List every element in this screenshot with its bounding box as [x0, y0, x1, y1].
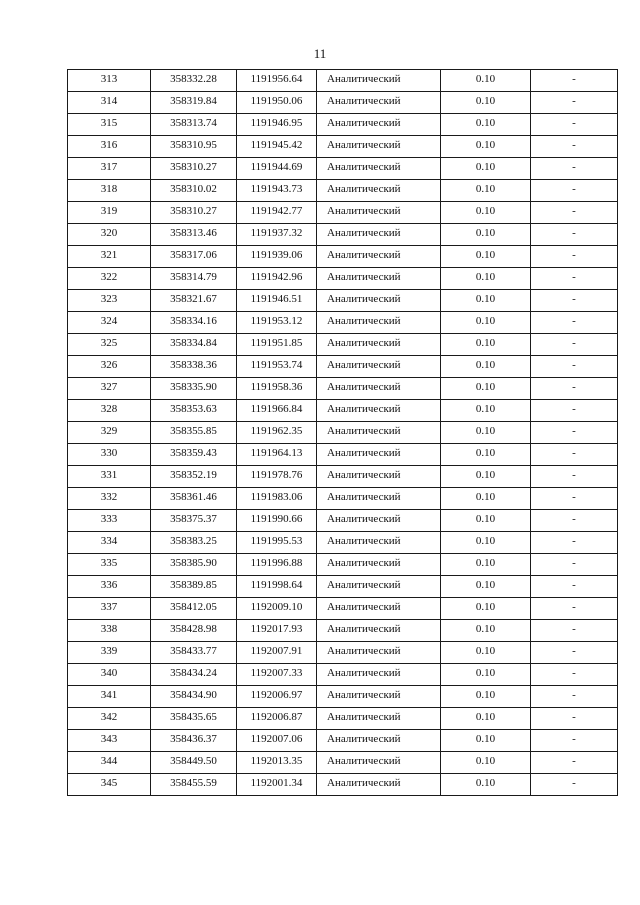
- method-cell: Аналитический: [317, 356, 441, 378]
- note-cell: -: [531, 752, 618, 774]
- x-coordinate-cell: 358455.59: [151, 774, 237, 796]
- table-row: [68, 312, 618, 334]
- accuracy-cell: 0.10: [441, 400, 531, 422]
- y-coordinate-cell: 1192007.91: [237, 642, 317, 664]
- y-coordinate-cell: 1191966.84: [237, 400, 317, 422]
- point-number-cell: 325: [68, 334, 151, 356]
- note-cell: -: [531, 444, 618, 466]
- note-cell: -: [531, 510, 618, 532]
- note-cell: -: [531, 290, 618, 312]
- accuracy-cell: 0.10: [441, 290, 531, 312]
- y-coordinate-cell: 1191998.64: [237, 576, 317, 598]
- note-cell: -: [531, 532, 618, 554]
- note-cell: -: [531, 730, 618, 752]
- x-coordinate-cell: 358335.90: [151, 378, 237, 400]
- accuracy-cell: 0.10: [441, 642, 531, 664]
- table-row: [68, 400, 618, 422]
- table-row: [68, 752, 618, 774]
- method-cell: Аналитический: [317, 422, 441, 444]
- x-coordinate-cell: 358359.43: [151, 444, 237, 466]
- table-row: [68, 136, 618, 158]
- note-cell: -: [531, 224, 618, 246]
- accuracy-cell: 0.10: [441, 554, 531, 576]
- point-number-cell: 327: [68, 378, 151, 400]
- note-cell: -: [531, 246, 618, 268]
- note-cell: -: [531, 136, 618, 158]
- point-number-cell: 338: [68, 620, 151, 642]
- accuracy-cell: 0.10: [441, 378, 531, 400]
- point-number-cell: 328: [68, 400, 151, 422]
- y-coordinate-cell: 1191962.35: [237, 422, 317, 444]
- method-cell: Аналитический: [317, 312, 441, 334]
- point-number-cell: 324: [68, 312, 151, 334]
- table-row: [68, 378, 618, 400]
- table-row: [68, 642, 618, 664]
- y-coordinate-cell: 1191956.64: [237, 70, 317, 92]
- method-cell: Аналитический: [317, 180, 441, 202]
- note-cell: -: [531, 708, 618, 730]
- accuracy-cell: 0.10: [441, 202, 531, 224]
- accuracy-cell: 0.10: [441, 598, 531, 620]
- note-cell: -: [531, 620, 618, 642]
- table-row: [68, 730, 618, 752]
- x-coordinate-cell: 358310.02: [151, 180, 237, 202]
- method-cell: Аналитический: [317, 554, 441, 576]
- y-coordinate-cell: 1191937.32: [237, 224, 317, 246]
- method-cell: Аналитический: [317, 70, 441, 92]
- x-coordinate-cell: 358449.50: [151, 752, 237, 774]
- method-cell: Аналитический: [317, 92, 441, 114]
- point-number-cell: 335: [68, 554, 151, 576]
- point-number-cell: 317: [68, 158, 151, 180]
- x-coordinate-cell: 358433.77: [151, 642, 237, 664]
- method-cell: Аналитический: [317, 576, 441, 598]
- table-row: [68, 686, 618, 708]
- table-row: [68, 708, 618, 730]
- table-row: [68, 202, 618, 224]
- accuracy-cell: 0.10: [441, 532, 531, 554]
- method-cell: Аналитический: [317, 532, 441, 554]
- accuracy-cell: 0.10: [441, 312, 531, 334]
- x-coordinate-cell: 358321.67: [151, 290, 237, 312]
- x-coordinate-cell: 358412.05: [151, 598, 237, 620]
- note-cell: -: [531, 466, 618, 488]
- point-number-cell: 337: [68, 598, 151, 620]
- accuracy-cell: 0.10: [441, 664, 531, 686]
- accuracy-cell: 0.10: [441, 136, 531, 158]
- point-number-cell: 334: [68, 532, 151, 554]
- accuracy-cell: 0.10: [441, 180, 531, 202]
- y-coordinate-cell: 1191983.06: [237, 488, 317, 510]
- y-coordinate-cell: 1191951.85: [237, 334, 317, 356]
- method-cell: Аналитический: [317, 598, 441, 620]
- table-row: [68, 92, 618, 114]
- method-cell: Аналитический: [317, 686, 441, 708]
- table-row: [68, 334, 618, 356]
- accuracy-cell: 0.10: [441, 422, 531, 444]
- x-coordinate-cell: 358434.24: [151, 664, 237, 686]
- point-number-cell: 323: [68, 290, 151, 312]
- point-number-cell: 336: [68, 576, 151, 598]
- point-number-cell: 320: [68, 224, 151, 246]
- accuracy-cell: 0.10: [441, 268, 531, 290]
- note-cell: -: [531, 202, 618, 224]
- method-cell: Аналитический: [317, 620, 441, 642]
- x-coordinate-cell: 358310.27: [151, 158, 237, 180]
- method-cell: Аналитический: [317, 752, 441, 774]
- y-coordinate-cell: 1192017.93: [237, 620, 317, 642]
- note-cell: -: [531, 70, 618, 92]
- x-coordinate-cell: 358332.28: [151, 70, 237, 92]
- method-cell: Аналитический: [317, 158, 441, 180]
- point-number-cell: 345: [68, 774, 151, 796]
- accuracy-cell: 0.10: [441, 224, 531, 246]
- x-coordinate-cell: 358334.16: [151, 312, 237, 334]
- method-cell: Аналитический: [317, 708, 441, 730]
- accuracy-cell: 0.10: [441, 246, 531, 268]
- y-coordinate-cell: 1191996.88: [237, 554, 317, 576]
- table-row: [68, 510, 618, 532]
- y-coordinate-cell: 1191964.13: [237, 444, 317, 466]
- table-row: [68, 290, 618, 312]
- y-coordinate-cell: 1191942.77: [237, 202, 317, 224]
- y-coordinate-cell: 1192001.34: [237, 774, 317, 796]
- method-cell: Аналитический: [317, 334, 441, 356]
- y-coordinate-cell: 1192007.06: [237, 730, 317, 752]
- table-row: [68, 356, 618, 378]
- point-number-cell: 316: [68, 136, 151, 158]
- point-number-cell: 331: [68, 466, 151, 488]
- accuracy-cell: 0.10: [441, 70, 531, 92]
- method-cell: Аналитический: [317, 664, 441, 686]
- table-row: [68, 268, 618, 290]
- coordinates-table: [67, 69, 618, 796]
- table-body: [68, 70, 618, 796]
- note-cell: -: [531, 554, 618, 576]
- method-cell: Аналитический: [317, 378, 441, 400]
- table-row: [68, 774, 618, 796]
- x-coordinate-cell: 358383.25: [151, 532, 237, 554]
- table-row: [68, 532, 618, 554]
- y-coordinate-cell: 1191946.51: [237, 290, 317, 312]
- method-cell: Аналитический: [317, 224, 441, 246]
- table-row: [68, 598, 618, 620]
- point-number-cell: 319: [68, 202, 151, 224]
- table-row: [68, 664, 618, 686]
- y-coordinate-cell: 1192006.97: [237, 686, 317, 708]
- x-coordinate-cell: 358317.06: [151, 246, 237, 268]
- y-coordinate-cell: 1191990.66: [237, 510, 317, 532]
- y-coordinate-cell: 1191950.06: [237, 92, 317, 114]
- accuracy-cell: 0.10: [441, 620, 531, 642]
- accuracy-cell: 0.10: [441, 444, 531, 466]
- note-cell: -: [531, 114, 618, 136]
- note-cell: -: [531, 312, 618, 334]
- point-number-cell: 330: [68, 444, 151, 466]
- accuracy-cell: 0.10: [441, 356, 531, 378]
- y-coordinate-cell: 1192007.33: [237, 664, 317, 686]
- x-coordinate-cell: 358361.46: [151, 488, 237, 510]
- x-coordinate-cell: 358428.98: [151, 620, 237, 642]
- method-cell: Аналитический: [317, 114, 441, 136]
- note-cell: -: [531, 268, 618, 290]
- point-number-cell: 322: [68, 268, 151, 290]
- method-cell: Аналитический: [317, 510, 441, 532]
- note-cell: -: [531, 664, 618, 686]
- point-number-cell: 329: [68, 422, 151, 444]
- point-number-cell: 315: [68, 114, 151, 136]
- method-cell: Аналитический: [317, 202, 441, 224]
- x-coordinate-cell: 358353.63: [151, 400, 237, 422]
- note-cell: -: [531, 642, 618, 664]
- method-cell: Аналитический: [317, 444, 441, 466]
- accuracy-cell: 0.10: [441, 576, 531, 598]
- table-row: [68, 444, 618, 466]
- x-coordinate-cell: 358434.90: [151, 686, 237, 708]
- method-cell: Аналитический: [317, 246, 441, 268]
- y-coordinate-cell: 1191945.42: [237, 136, 317, 158]
- table-row: [68, 246, 618, 268]
- table-row: [68, 70, 618, 92]
- note-cell: -: [531, 180, 618, 202]
- table-row: [68, 422, 618, 444]
- y-coordinate-cell: 1191944.69: [237, 158, 317, 180]
- note-cell: -: [531, 576, 618, 598]
- y-coordinate-cell: 1191939.06: [237, 246, 317, 268]
- y-coordinate-cell: 1191995.53: [237, 532, 317, 554]
- method-cell: Аналитический: [317, 268, 441, 290]
- table-row: [68, 180, 618, 202]
- accuracy-cell: 0.10: [441, 708, 531, 730]
- accuracy-cell: 0.10: [441, 334, 531, 356]
- x-coordinate-cell: 358435.65: [151, 708, 237, 730]
- method-cell: Аналитический: [317, 730, 441, 752]
- table-row: [68, 114, 618, 136]
- x-coordinate-cell: 358319.84: [151, 92, 237, 114]
- x-coordinate-cell: 358313.46: [151, 224, 237, 246]
- accuracy-cell: 0.10: [441, 730, 531, 752]
- point-number-cell: 344: [68, 752, 151, 774]
- table-row: [68, 466, 618, 488]
- method-cell: Аналитический: [317, 400, 441, 422]
- method-cell: Аналитический: [317, 136, 441, 158]
- accuracy-cell: 0.10: [441, 774, 531, 796]
- point-number-cell: 326: [68, 356, 151, 378]
- x-coordinate-cell: 358436.37: [151, 730, 237, 752]
- table-row: [68, 224, 618, 246]
- y-coordinate-cell: 1191943.73: [237, 180, 317, 202]
- y-coordinate-cell: 1191978.76: [237, 466, 317, 488]
- note-cell: -: [531, 774, 618, 796]
- y-coordinate-cell: 1191953.74: [237, 356, 317, 378]
- x-coordinate-cell: 358338.36: [151, 356, 237, 378]
- accuracy-cell: 0.10: [441, 466, 531, 488]
- note-cell: -: [531, 92, 618, 114]
- point-number-cell: 313: [68, 70, 151, 92]
- note-cell: -: [531, 686, 618, 708]
- x-coordinate-cell: 358310.95: [151, 136, 237, 158]
- note-cell: -: [531, 334, 618, 356]
- y-coordinate-cell: 1192006.87: [237, 708, 317, 730]
- note-cell: -: [531, 378, 618, 400]
- x-coordinate-cell: 358375.37: [151, 510, 237, 532]
- note-cell: -: [531, 488, 618, 510]
- table-row: [68, 620, 618, 642]
- method-cell: Аналитический: [317, 488, 441, 510]
- x-coordinate-cell: 358314.79: [151, 268, 237, 290]
- y-coordinate-cell: 1191942.96: [237, 268, 317, 290]
- x-coordinate-cell: 358334.84: [151, 334, 237, 356]
- y-coordinate-cell: 1191953.12: [237, 312, 317, 334]
- x-coordinate-cell: 358385.90: [151, 554, 237, 576]
- point-number-cell: 318: [68, 180, 151, 202]
- x-coordinate-cell: 358355.85: [151, 422, 237, 444]
- point-number-cell: 339: [68, 642, 151, 664]
- accuracy-cell: 0.10: [441, 686, 531, 708]
- table-row: [68, 158, 618, 180]
- y-coordinate-cell: 1191958.36: [237, 378, 317, 400]
- table-row: [68, 554, 618, 576]
- note-cell: -: [531, 158, 618, 180]
- point-number-cell: 314: [68, 92, 151, 114]
- x-coordinate-cell: 358310.27: [151, 202, 237, 224]
- accuracy-cell: 0.10: [441, 510, 531, 532]
- accuracy-cell: 0.10: [441, 114, 531, 136]
- point-number-cell: 343: [68, 730, 151, 752]
- point-number-cell: 333: [68, 510, 151, 532]
- x-coordinate-cell: 358352.19: [151, 466, 237, 488]
- table-row: [68, 488, 618, 510]
- accuracy-cell: 0.10: [441, 488, 531, 510]
- x-coordinate-cell: 358313.74: [151, 114, 237, 136]
- note-cell: -: [531, 400, 618, 422]
- y-coordinate-cell: 1192009.10: [237, 598, 317, 620]
- y-coordinate-cell: 1192013.35: [237, 752, 317, 774]
- method-cell: Аналитический: [317, 642, 441, 664]
- accuracy-cell: 0.10: [441, 752, 531, 774]
- note-cell: -: [531, 422, 618, 444]
- point-number-cell: 332: [68, 488, 151, 510]
- accuracy-cell: 0.10: [441, 92, 531, 114]
- point-number-cell: 341: [68, 686, 151, 708]
- point-number-cell: 340: [68, 664, 151, 686]
- note-cell: -: [531, 598, 618, 620]
- y-coordinate-cell: 1191946.95: [237, 114, 317, 136]
- note-cell: -: [531, 356, 618, 378]
- x-coordinate-cell: 358389.85: [151, 576, 237, 598]
- point-number-cell: 321: [68, 246, 151, 268]
- accuracy-cell: 0.10: [441, 158, 531, 180]
- page-number: 11: [313, 46, 327, 61]
- method-cell: Аналитический: [317, 774, 441, 796]
- method-cell: Аналитический: [317, 290, 441, 312]
- table-row: [68, 576, 618, 598]
- point-number-cell: 342: [68, 708, 151, 730]
- method-cell: Аналитический: [317, 466, 441, 488]
